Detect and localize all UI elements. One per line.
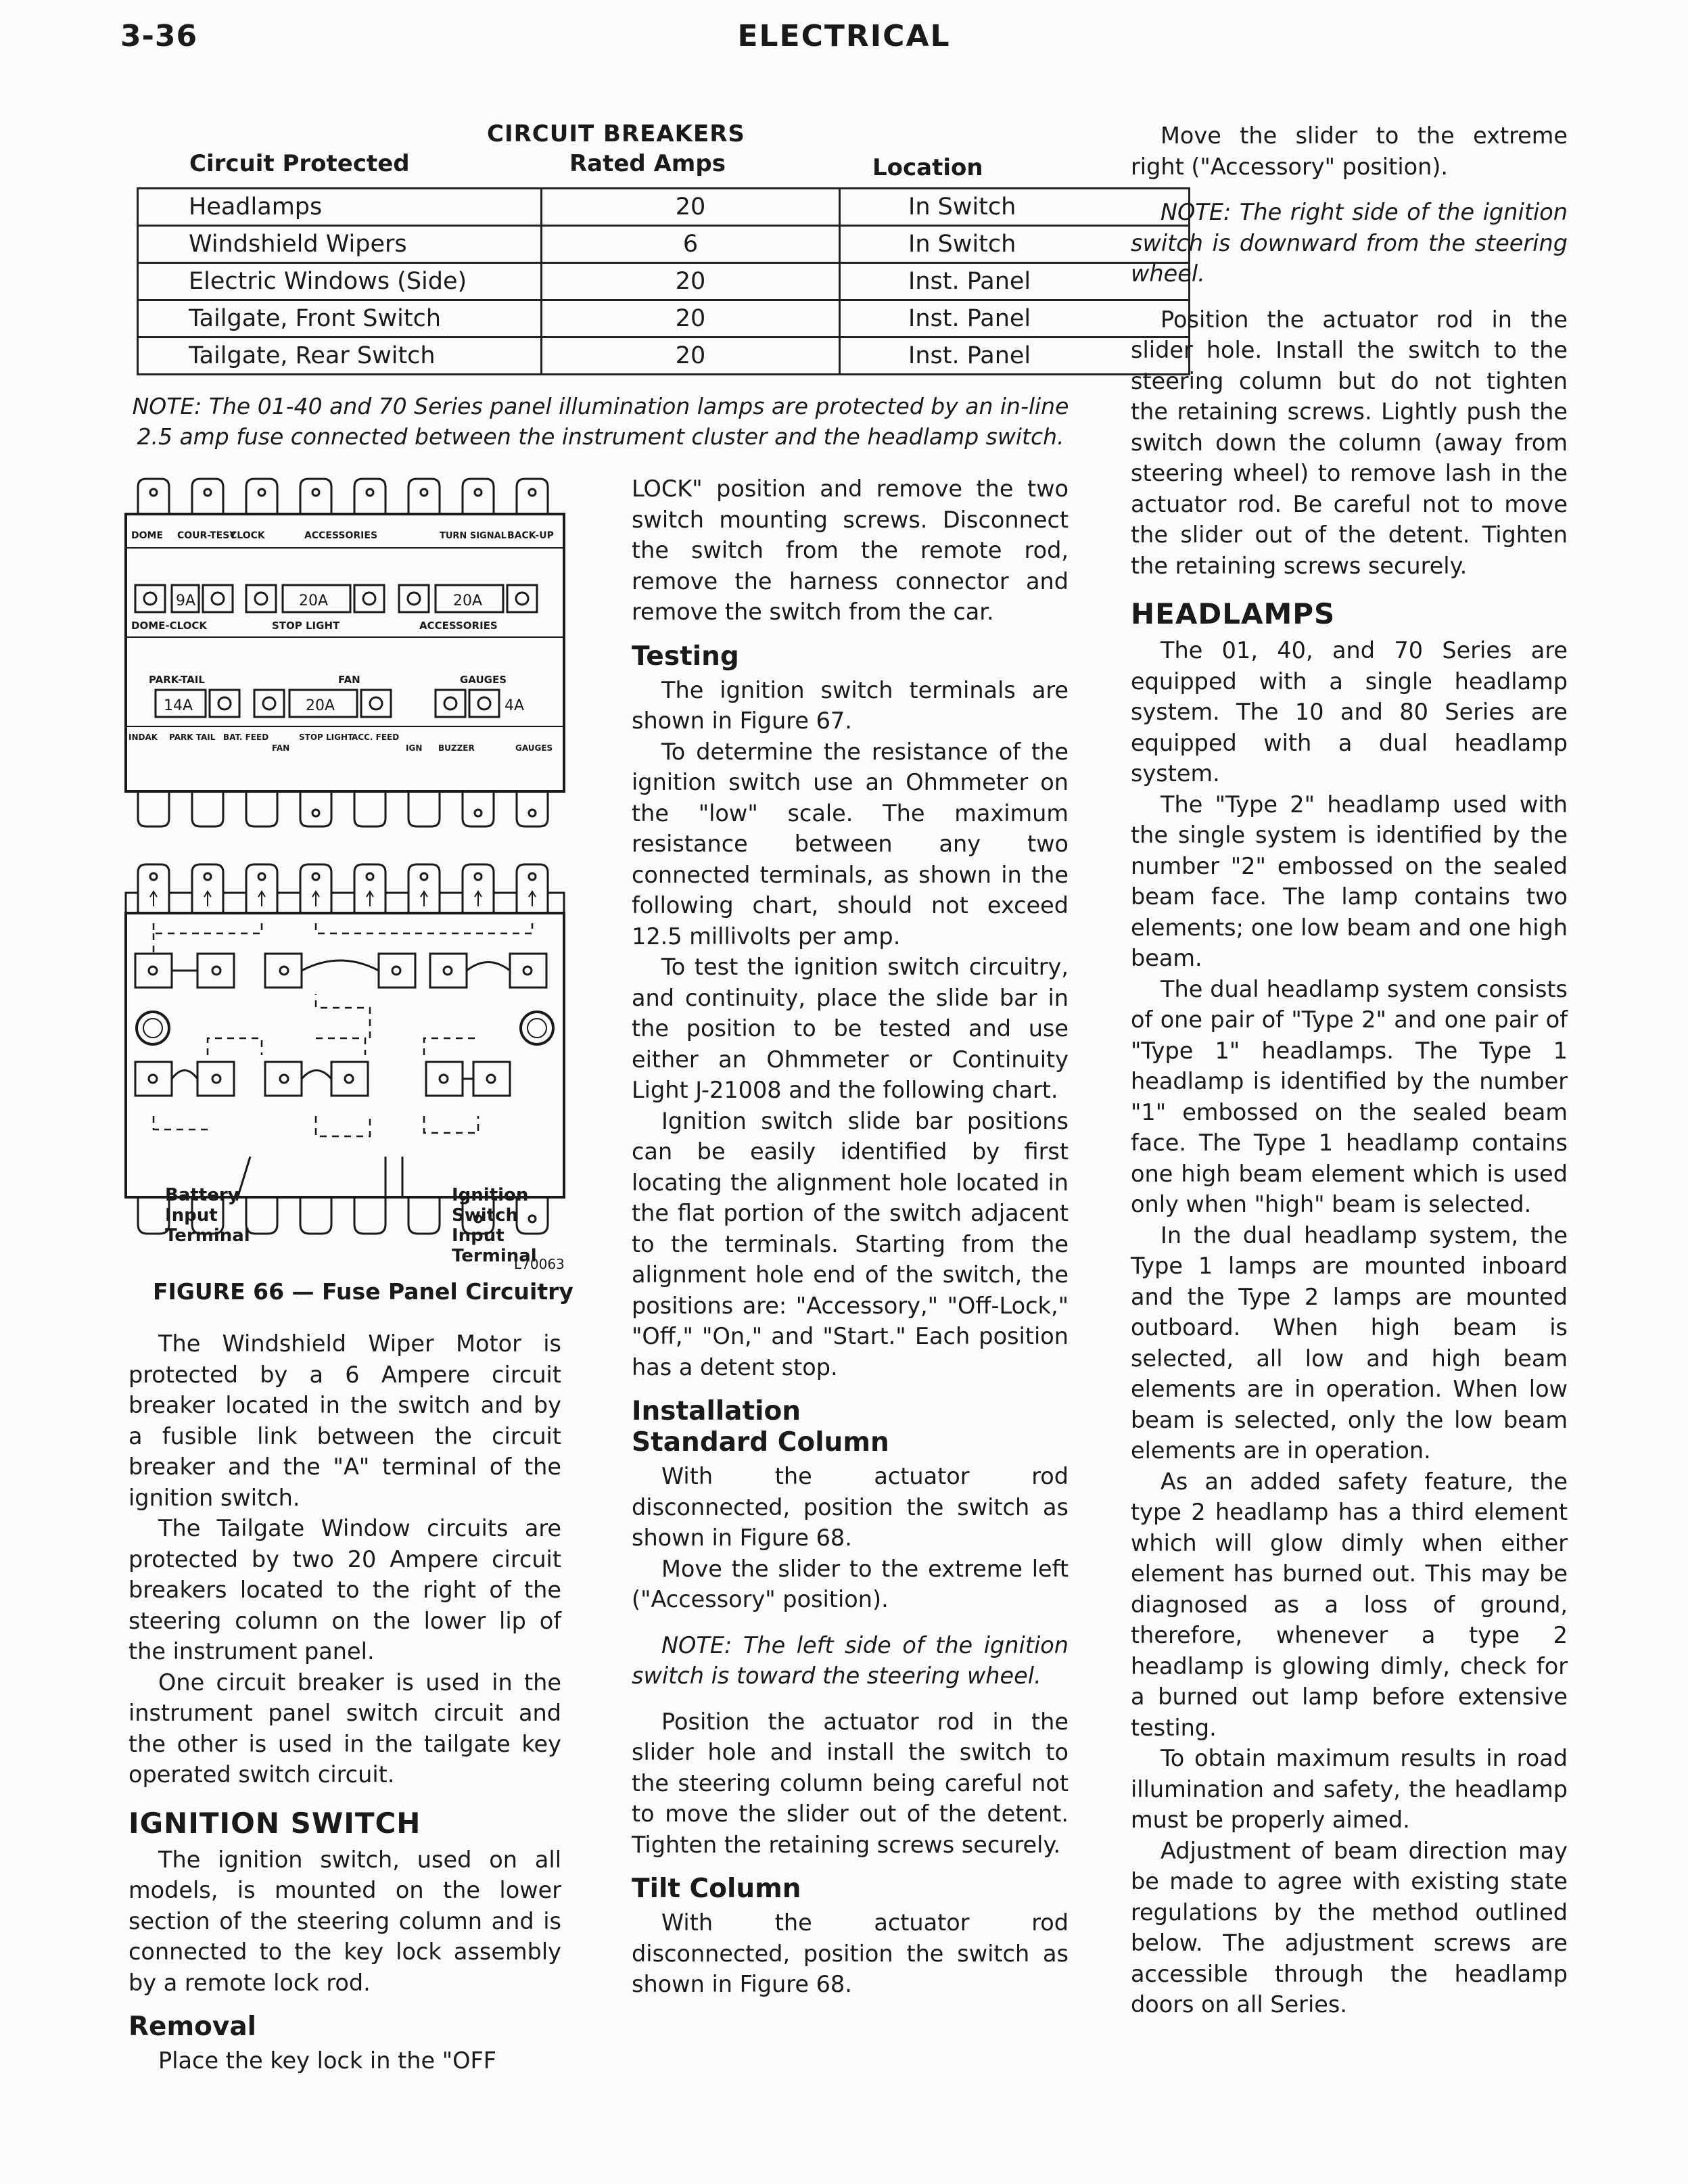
paragraph: In the dual headlamp system, the Type 1 lamps are mounted inboard and the Type 2 lamps are mounted outboard. When high beam is selected, all low and high beam elements are in operation. When low beam is selected, only the low beam elements are in operation. <box>1131 1222 1568 1464</box>
circuit-breaker-table <box>137 187 1190 375</box>
paragraph: Position the actuator rod in the slider hole and install the switch to the steering column being careful not to move the slider out of the detent. Tighten the retaining screws securely. <box>632 1708 1069 1858</box>
label-accessories-fuse: ACCESSORIES <box>419 620 498 632</box>
heading-ignition-switch: IGNITION SWITCH <box>128 1806 421 1840</box>
paragraph: The Tailgate Window circuits are protected by two 20 Ampere circuit breakers located to the right of the steering column on the lower lip of the instrument panel. <box>128 1515 561 1665</box>
paragraph: To determine the resistance of the ignition switch use an Ohmmeter on the "low" scale. The maximum resistance between any two connected terminals, as shown in the following chart, should not exceed 12.5 millivolts per amp. <box>632 738 1069 950</box>
heading-headlamps: HEADLAMPS <box>1131 597 1336 630</box>
paragraph: The ignition switch terminals are shown in Figure 67. <box>632 676 1069 734</box>
table-note: NOTE: The 01-40 and 70 Series panel illumination lamps are protected by an in-line 2.5 amp fuse connected between the instrument cluster and the headlamp switch. <box>132 393 1069 450</box>
label-fan: FAN <box>338 674 360 686</box>
ignition-input-label: Ignition Switch Input Terminal <box>452 1185 537 1266</box>
label-acc-feed: ACC. FEED <box>352 733 400 742</box>
table-row <box>138 263 1190 300</box>
paragraph: LOCK" position and remove the two switch mounting screws. Disconnect the switch from the remote rod, remove the harness connector and remove the switch from the car. <box>632 475 1069 625</box>
fuse-20a-stop: 20A <box>299 593 329 609</box>
label-dome: DOME <box>131 530 164 541</box>
label-turn-signal: TURN SIGNAL <box>440 531 507 541</box>
table-title: CIRCUIT BREAKERS <box>487 120 745 147</box>
cell-amps: 20 <box>542 338 840 375</box>
cell-circuit: Tailgate, Front Switch <box>138 300 542 338</box>
fuse-4a: 4A <box>505 697 525 714</box>
heading-tilt-column: Tilt Column <box>632 1874 801 1904</box>
paragraph: With the actuator rod disconnected, position the switch as shown in Figure 68. <box>632 1463 1069 1551</box>
cell-amps: 20 <box>542 300 840 338</box>
label-park-tail-term: PARK TAIL <box>169 733 216 742</box>
cell-location: Inst. Panel <box>840 338 1190 375</box>
paragraph: As an added safety feature, the type 2 headlamp has a third element which will glow dimly when either element has burned out. This may be diagnosed as a loss of ground, therefore, whenever a type 2 headlamp is glowing dimly, check for a burned out lamp before extensive testing. <box>1131 1468 1568 1741</box>
paragraph: The ignition switch, used on all models, is mounted on the lower section of the steering column and is connected to the key lock assembly by a remote lock rod. <box>128 1846 561 1996</box>
section-title: ELECTRICAL <box>737 19 951 53</box>
label-buzzer: BUZZER <box>438 743 475 753</box>
label-accessories: ACCESSORIES <box>304 530 378 541</box>
battery-input-label: Battery Input Terminal <box>165 1185 250 1246</box>
middle-column <box>632 473 1069 2000</box>
label-bat-feed: BAT. FEED <box>223 733 269 742</box>
label-dome-clock: DOME-CLOCK <box>131 620 208 632</box>
cell-amps: 6 <box>542 226 840 263</box>
page-number: 3-36 <box>120 19 198 53</box>
label-gauges: GAUGES <box>460 674 507 686</box>
right-column <box>1131 120 1568 2020</box>
paragraph: The "Type 2" headlamp used with the single system is identified by the number "2" embossed on the sealed beam face. The lamp contains two elements; one low beam and one high beam. <box>1131 791 1568 971</box>
fuse-14a: 14A <box>164 697 193 714</box>
heading-removal: Removal <box>128 2012 257 2042</box>
note: NOTE: The left side of the ignition switch is toward the steering wheel. <box>632 1631 1069 1689</box>
label-ign: IGN <box>406 743 423 753</box>
table-header-amps: Rated Amps <box>569 150 726 177</box>
cell-location: Inst. Panel <box>840 300 1190 338</box>
cell-circuit: Tailgate, Rear Switch <box>138 338 542 375</box>
table-header-circuit: Circuit Protected <box>189 150 410 177</box>
fuse-20a-acc: 20A <box>453 593 483 609</box>
paragraph: Position the actuator rod in the slider hole. Install the switch to the steering column but do not tighten the retaining screws. Lightly push the switch down the column (away from steering wheel) to remove lash in the actuator rod. Be careful not to move the slider out of the detent. Tighten the retaining screws securely. <box>1131 306 1568 579</box>
table-header-location: Location <box>872 154 983 181</box>
paragraph: Place the key lock in the "OFF <box>158 2047 497 2074</box>
label-fan-term: FAN <box>272 743 290 753</box>
paragraph: Adjustment of beam direction may be made to agree with existing state regulations by the method outlined below. The adjustment screws are accessible through the headlamp doors on all Series. <box>1131 1837 1568 2018</box>
note: NOTE: The right side of the ignition switch is downward from the steering wheel. <box>1131 199 1568 287</box>
table-row <box>138 226 1190 263</box>
paragraph: One circuit breaker is used in the instrument panel switch circuit and the other is used in the tailgate key operated switch circuit. <box>128 1669 561 1788</box>
heading-testing: Testing <box>632 641 739 672</box>
left-column <box>128 1328 561 2076</box>
paragraph: The Windshield Wiper Motor is protected by a 6 Ampere circuit breaker located in the switch and by a fusible link between the circuit breaker and the "A" terminal of the ignition switch. <box>128 1330 561 1511</box>
paragraph: With the actuator rod disconnected, position the switch as shown in Figure 68. <box>632 1909 1069 1997</box>
label-clock: CLOCK <box>230 530 265 541</box>
callout-leaders <box>223 1150 507 1204</box>
label-stop-light-term: STOP LIGHT <box>299 733 354 742</box>
heading-installation: Installation <box>632 1396 801 1426</box>
paragraph: Ignition switch slide bar positions can be easily identified by first locating the alignment hole located in the flat portion of the switch adjacent to the terminals. Starting from the alignment hole end of the switch, the positions are: "Accessory," "Off-Lock," "Off," "On," and "Start." Each position has a detent stop. <box>632 1107 1069 1380</box>
label-backup: BACK-UP <box>507 530 554 541</box>
table-row <box>138 300 1190 338</box>
label-stop-light: STOP LIGHT <box>272 620 340 632</box>
heading-standard-column: Standard Column <box>632 1427 889 1458</box>
fuse-9a: 9A <box>176 593 196 609</box>
paragraph: To obtain maximum results in road illumination and safety, the headlamp must be properly aimed. <box>1131 1745 1568 1833</box>
cell-circuit: Windshield Wipers <box>138 226 542 263</box>
cell-location: In Switch <box>840 226 1190 263</box>
figure-code: L70063 <box>514 1256 565 1272</box>
paragraph: Move the slider to the extreme left ("Accessory" position). <box>632 1555 1069 1612</box>
cell-amps: 20 <box>542 189 840 226</box>
cell-circuit: Electric Windows (Side) <box>138 263 542 300</box>
paragraph: The dual headlamp system consists of one pair of "Type 2" and one pair of "Type 1" headlamps. The Type 1 headlamp is identified by the number "1" embossed on the sealed beam face. The Type 1 headlamp contains one high beam element which is used only when "high" beam is selected. <box>1131 975 1568 1217</box>
cell-circuit: Headlamps <box>138 189 542 226</box>
table-row <box>138 189 1190 226</box>
cell-location: Inst. Panel <box>840 263 1190 300</box>
cell-amps: 20 <box>542 263 840 300</box>
paragraph: The 01, 40, and 70 Series are equipped with a single headlamp system. The 10 and 80 Series are equipped with a dual headlamp system. <box>1131 637 1568 787</box>
table-row <box>138 338 1190 375</box>
label-gauges-term: GAUGES <box>515 743 553 753</box>
paragraph: Move the slider to the extreme right ("Accessory" position). <box>1131 122 1568 180</box>
fuse-20a-fan: 20A <box>306 697 335 714</box>
label-park-tail: PARK-TAIL <box>149 674 205 686</box>
paragraph: To test the ignition switch circuitry, and continuity, place the slide bar in the position to be tested and use either an Ohmmeter or Continuity Light J-21008 and the following chart. <box>632 954 1069 1103</box>
label-indak: INDAK <box>128 733 158 742</box>
label-courtesy: COUR-TESY <box>177 530 237 541</box>
figure-caption: FIGURE 66 — Fuse Panel Circuitry <box>153 1278 573 1305</box>
cell-location: In Switch <box>840 189 1190 226</box>
